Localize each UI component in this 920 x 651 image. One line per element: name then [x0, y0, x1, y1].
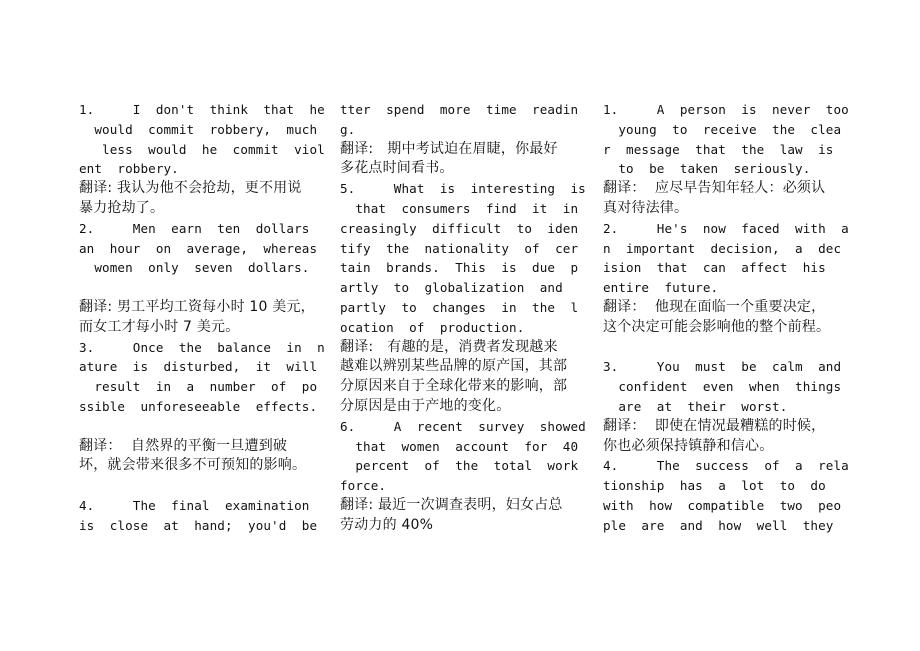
translation-line: 翻译: 男工平均工资每小时 10 美元， [79, 298, 315, 315]
english-line: force. [340, 478, 387, 494]
english-line: tter spend more time readin [340, 102, 579, 117]
blank-line [79, 278, 325, 298]
translation-line: 而女工才每小时 7 美元。 [79, 318, 240, 335]
middle-column [340, 100, 586, 536]
english-line: percent of the total work [340, 458, 579, 474]
english-line: partly to changes in the l [340, 299, 579, 315]
translation-line: 翻译: 我认为他不会抢劫，更不用说 [79, 180, 302, 197]
english-line: 2. He's now faced with a [603, 220, 849, 236]
translation-line: 分原因是由于产地的变化。 [340, 397, 511, 414]
english-line: confident even when things [603, 379, 842, 395]
english-line: 4. The final examination [79, 497, 310, 513]
translation-line: 翻译: 期中考试迫在眉睫，你最好 [340, 140, 558, 157]
translation-line: 翻译： 应尽早告知年轻人：必须认 [603, 180, 826, 197]
english-line: result in a number of po [79, 379, 318, 395]
english-line: 2. Men earn ten dollars [79, 220, 310, 236]
english-line: ature is disturbed, it will [79, 359, 318, 375]
english-line: 3. You must be calm and [603, 359, 842, 375]
left-column [79, 100, 325, 536]
english-line: entire future. [603, 280, 719, 296]
english-line: artly to globalization and [340, 280, 563, 296]
english-line: r message that the law is [603, 141, 834, 157]
english-line: g. [340, 121, 356, 137]
translation-line: 多花点时间看书。 [340, 160, 454, 177]
english-line: to be taken seriously. [603, 161, 811, 177]
translation-line: 翻译: 最近一次调查表明，妇女占总 [340, 496, 563, 513]
translation-line: 坏，就会带来很多不可预知的影响。 [79, 457, 307, 474]
translation-line: 翻译: 有趣的是，消费者发现越来 [340, 338, 558, 355]
english-line: would commit robbery, much [79, 121, 318, 137]
english-line: that consumers find it in [340, 200, 579, 216]
translation-line: 翻译： 即使在情况最糟糕的时候， [603, 417, 826, 434]
english-line: is close at hand; you'd be [79, 517, 318, 533]
english-line: ent robbery. [79, 161, 179, 177]
translation-line: 越难以辨别某些品牌的原产国，其部 [340, 358, 568, 375]
english-line: 4. The success of a rela [603, 458, 849, 474]
english-line: women only seven dollars. [79, 260, 310, 276]
english-line: young to receive the clea [603, 121, 842, 137]
translation-line: 真对待法律。 [603, 199, 689, 216]
english-line: tify the nationality of cer [340, 240, 579, 256]
blank-line [603, 338, 849, 358]
english-line: ision that can affect his [603, 260, 826, 276]
english-line: are at their worst. [603, 398, 788, 414]
english-line: 1. I don't think that he [79, 102, 325, 117]
right-column [603, 100, 849, 536]
translation-line: 劳动力的 40% [340, 516, 434, 533]
translation-line: 翻译： 自然界的平衡一旦遭到破 [79, 437, 288, 454]
translation-line: 暴力抢劫了。 [79, 199, 165, 216]
translation-line: 你也必须保持镇静和信心。 [603, 437, 774, 454]
blank-line [79, 476, 325, 496]
blank-line [79, 417, 325, 437]
english-line: tionship has a lot to do [603, 478, 826, 494]
translation-line: 这个决定可能会影响他的整个前程。 [603, 318, 831, 335]
english-line: 3. Once the balance in n [79, 339, 325, 355]
english-line: n important decision, a dec [603, 240, 842, 256]
english-line: creasingly difficult to iden [340, 220, 579, 236]
english-line: an hour on average, whereas [79, 240, 318, 256]
english-line: ocation of production. [340, 319, 525, 335]
translation-line: 翻译： 他现在面临一个重要决定， [603, 298, 826, 315]
english-line: ple are and how well they [603, 517, 834, 533]
english-line: with how compatible two peo [603, 497, 842, 513]
english-line: 6. A recent survey showed [340, 418, 586, 434]
english-line: less would he commit viol [79, 141, 325, 157]
english-line: 1. A person is never too [603, 102, 849, 117]
english-line: ssible unforeseeable effects. [79, 398, 318, 414]
english-line: that women account for 40 [340, 438, 579, 454]
english-line: tain brands. This is due p [340, 260, 579, 276]
translation-line: 分原因来自于全球化带来的影响，部 [340, 378, 568, 395]
english-line: 5. What is interesting is [340, 181, 586, 197]
